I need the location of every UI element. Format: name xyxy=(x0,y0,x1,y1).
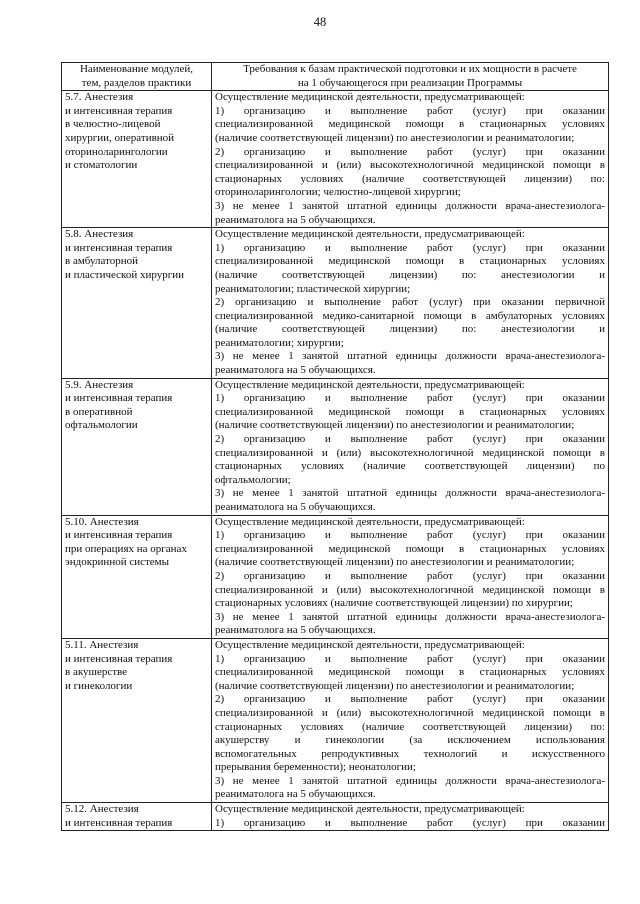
requirement-line: 1) организацию и выполнение работ (услуг) при оказании xyxy=(215,241,605,254)
module-name-line: и гинекологии xyxy=(65,679,133,692)
requirements-cell xyxy=(212,378,609,515)
requirement-line: 2) организацию и выполнение работ (услуг) при оказании первичной xyxy=(215,296,605,309)
table-row xyxy=(62,91,609,228)
module-name-cell xyxy=(62,803,212,831)
requirement-line: реаниматологии; пластической хирургии; xyxy=(215,282,411,295)
requirement-line: 1) организацию и выполнение работ (услуг) при оказании xyxy=(215,529,605,542)
module-name-cell xyxy=(62,638,212,802)
module-name-line: и пластической хирургии xyxy=(65,268,184,281)
requirement-line: специализированной и (или) высокотехнологичной медицинской помощи в xyxy=(215,446,605,459)
requirement-line: 1) организацию и выполнение работ (услуг) при оказании xyxy=(215,816,605,829)
requirement-line: 3) не менее 1 занятой штатной единицы должности врача-анестезиолога- xyxy=(215,774,605,787)
module-name-cell xyxy=(62,91,212,228)
module-name-line: хирургии, оперативной xyxy=(65,131,175,144)
module-name-cell xyxy=(62,228,212,379)
module-name-line: в челюстно-лицевой xyxy=(65,118,161,131)
header-line: на 1 обучающегося при реализации Программы xyxy=(297,76,523,89)
requirement-line: оториноларингологии; челюстно-лицевой хирургии; xyxy=(215,186,461,199)
module-name-line: 5.8. Анестезия xyxy=(65,228,134,241)
module-name-line: 5.12. Анестезия xyxy=(65,803,139,816)
requirement-line: стационарных условиях (наличие соответствующей лицензии) по: xyxy=(215,720,605,733)
requirement-line: специализированной медицинской помощи в стационарных условиях xyxy=(215,255,605,268)
requirement-line: стационарных условиях (наличие соответствующей лицензии) по xyxy=(215,460,605,473)
table-row xyxy=(62,228,609,379)
module-name-line: офтальмологии xyxy=(65,419,138,432)
requirement-line: специализированной и (или) высокотехнологичной медицинской помощи в xyxy=(215,706,605,719)
requirement-line: Осуществление медицинской деятельности, предусматривающей: xyxy=(215,803,525,816)
requirement-line: стационарных условиях (наличие соответствующей лицензии) по: xyxy=(215,172,605,185)
module-name-cell xyxy=(62,378,212,515)
requirement-line: (наличие соответствующей лицензии) по анестезиологии и реаниматологии; xyxy=(215,679,575,692)
practice-bases-table xyxy=(61,62,609,831)
module-name-line: в акушерстве xyxy=(65,666,128,679)
requirement-line: Осуществление медицинской деятельности, предусматривающей: xyxy=(215,228,525,241)
requirement-line: специализированной медицинской помощи в стационарных условиях xyxy=(215,405,605,418)
requirement-line: 1) организацию и выполнение работ (услуг) при оказании xyxy=(215,104,605,117)
requirement-line: 2) организацию и выполнение работ (услуг) при оказании xyxy=(215,145,605,158)
module-name-line: оториноларингологии xyxy=(65,145,168,158)
module-name-cell xyxy=(62,515,212,638)
requirement-line: прерывания беременности); неонатологии; xyxy=(215,761,416,774)
requirement-line: (наличие соответствующей лицензии) по: анестезиологии и xyxy=(215,323,605,336)
requirement-line: специализированной медицинской помощи в стационарных условиях xyxy=(215,118,605,131)
requirement-line: (наличие соответствующей лицензии) по анестезиологии и реаниматологии; xyxy=(215,131,575,144)
requirement-line: 1) организацию и выполнение работ (услуг) при оказании xyxy=(215,652,605,665)
table-row xyxy=(62,803,609,831)
table-header-row xyxy=(62,63,609,91)
requirement-line: 2) организацию и выполнение работ (услуг) при оказании xyxy=(215,569,605,582)
module-name-line: в амбулаторной xyxy=(65,255,139,268)
module-name-line: в оперативной xyxy=(65,405,133,418)
requirement-line: акушерству и гинекологии (за исключением использования xyxy=(215,734,605,747)
requirement-line: реаниматолога на 5 обучающихся. xyxy=(215,624,376,637)
module-name-line: 5.11. Анестезия xyxy=(65,638,139,651)
requirements-cell xyxy=(212,638,609,802)
requirement-line: 2) организацию и выполнение работ (услуг) при оказании xyxy=(215,693,605,706)
requirement-line: Осуществление медицинской деятельности, предусматривающей: xyxy=(215,515,525,528)
requirement-line: специализированной медицинской помощи в стационарных условиях xyxy=(215,666,605,679)
requirement-line: реаниматолога на 5 обучающихся. xyxy=(215,501,376,513)
requirements-cell xyxy=(212,228,609,379)
module-name-line: и стоматологии xyxy=(65,159,138,172)
module-name-line: и интенсивная терапия xyxy=(65,816,173,829)
module-name-line: и интенсивная терапия xyxy=(65,652,173,665)
requirement-line: стационарных условиях (наличие соответствующей лицензии) по хирургии; xyxy=(215,597,573,610)
requirement-line: специализированной медико-санитарной помощи в амбулаторных условиях xyxy=(215,309,605,322)
module-name-line: и интенсивная терапия xyxy=(65,241,173,254)
requirement-line: специализированной медицинской помощи в стационарных условиях xyxy=(215,542,605,555)
requirement-line: специализированной и (или) высокотехнологичной медицинской помощи в xyxy=(215,159,605,172)
requirement-line: реаниматологии; хирургии; xyxy=(215,336,344,349)
requirement-line: специализированной и (или) высокотехнологичной медицинской помощи в xyxy=(215,583,605,596)
table-row xyxy=(62,515,609,638)
requirement-line: реаниматолога на 5 обучающихся. xyxy=(215,788,376,801)
requirement-line: реаниматолога на 5 обучающихся. xyxy=(215,213,376,226)
requirement-line: реаниматолога на 5 обучающихся. xyxy=(215,364,376,377)
requirement-line: 1) организацию и выполнение работ (услуг) при оказании xyxy=(215,392,605,405)
module-name-line: и интенсивная терапия xyxy=(65,104,173,117)
requirements-cell xyxy=(212,515,609,638)
requirement-line: 3) не менее 1 занятой штатной единицы должности врача-анестезиолога- xyxy=(215,610,605,623)
table-row xyxy=(62,638,609,802)
requirement-line: 3) не менее 1 занятой штатной единицы должности врача-анестезиолога- xyxy=(215,350,605,363)
page-number: 48 xyxy=(313,15,327,29)
requirements-cell xyxy=(212,91,609,228)
requirement-line: 3) не менее 1 занятой штатной единицы должности врача-анестезиолога- xyxy=(215,199,605,212)
table-row xyxy=(62,378,609,515)
requirements-cell xyxy=(212,803,609,831)
module-name-line: 5.10. Анестезия xyxy=(65,515,139,528)
module-name-line: и интенсивная терапия xyxy=(65,529,173,542)
module-name-line: 5.7. Анестезия xyxy=(65,91,134,104)
requirement-line: (наличие соответствующей лицензии) по: анестезиологии и xyxy=(215,268,605,281)
requirement-line: Осуществление медицинской деятельности, предусматривающей: xyxy=(215,91,525,104)
header-module-name xyxy=(62,63,212,91)
header-line: Наименование модулей, xyxy=(79,63,194,75)
module-name-line: 5.9. Анестезия xyxy=(65,378,134,391)
requirement-line: 2) организацию и выполнение работ (услуг) при оказании xyxy=(215,433,605,446)
header-line: тем, разделов практики xyxy=(81,76,192,89)
requirement-line: Осуществление медицинской деятельности, предусматривающей: xyxy=(215,378,525,391)
module-name-line: и интенсивная терапия xyxy=(65,392,173,405)
requirement-line: (наличие соответствующей лицензии) по анестезиологии и реаниматологии; xyxy=(215,556,575,569)
requirement-line: офтальмологии; xyxy=(215,473,291,486)
header-line: Требования к базам практической подготовки и их мощности в расчете xyxy=(243,63,577,75)
header-requirements xyxy=(212,63,609,91)
requirement-line: Осуществление медицинской деятельности, предусматривающей: xyxy=(215,638,525,651)
module-name-line: эндокринной системы xyxy=(65,556,170,569)
requirement-line: вспомогательных репродуктивных технологий и искусственного xyxy=(215,747,605,760)
module-name-line: при операциях на органах xyxy=(65,542,187,555)
requirement-line: (наличие соответствующей лицензии) по анестезиологии и реаниматологии; xyxy=(215,419,575,432)
requirement-line: 3) не менее 1 занятой штатной единицы должности врача-анестезиолога- xyxy=(215,487,605,500)
